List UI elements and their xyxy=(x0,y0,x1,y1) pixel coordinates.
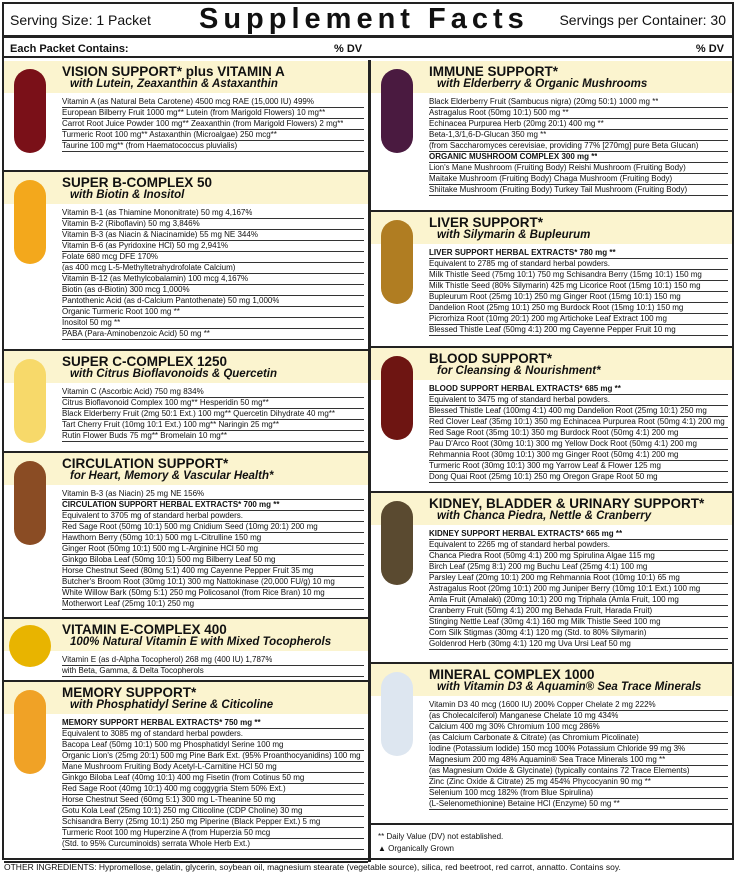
table-row: Vitamin E (as d-Alpha Tocopherol) 268 mg (400 IU) 1,787% xyxy=(62,655,273,664)
kidney-title: KIDNEY, BLADDER & URINARY SUPPORT* xyxy=(429,496,705,511)
row-divider xyxy=(62,609,364,610)
row-divider xyxy=(62,441,364,442)
blood-title: BLOOD SUPPORT* xyxy=(429,351,553,366)
immune-title: IMMUNE SUPPORT* xyxy=(429,64,559,79)
table-row: CIRCULATION SUPPORT HERBAL EXTRACTS* 700 mg ** xyxy=(62,500,280,509)
table-row: Equivalent to 3705 mg of standard herbal powders. xyxy=(62,511,244,520)
table-row: Turmeric Root (30mg 10:1) 300 mg Yarrow Leaf & Flower 125 mg xyxy=(429,461,661,470)
blood-section xyxy=(371,348,732,492)
section-divider xyxy=(371,823,732,825)
table-row: PABA (Para-Aminobenzoic Acid) 50 mg ** xyxy=(62,329,210,338)
table-row: Bupleurum Root (25mg 10:1) 250 mg Ginger Root (15mg 10:1) 150 mg xyxy=(429,292,681,301)
table-row: Black Elderberry Fruit (Sambucus nigra) (20mg 50:1) 1000 mg ** xyxy=(429,97,659,106)
table-row: Inositol 50 mg ** xyxy=(62,318,121,327)
table-row: Taurine 100 mg** (from Haematococcus pluvialis) xyxy=(62,141,238,150)
table-row: Red Sage Root (50mg 10:1) 500 mg Cnidium Seed (10mg 20:1) 200 mg xyxy=(62,522,318,531)
table-row: Equivalent to 3475 mg of standard herbal powders. xyxy=(429,395,611,404)
other-ingredients: OTHER INGREDIENTS: Hypromellose, gelatin, glycerin, soybean oil, magnesium stearate (vegetable source), silica, red beetroot, red carrot, annatto. Contains soy. xyxy=(4,862,621,872)
kidney-section xyxy=(371,493,732,663)
table-row: (as Magnesium Oxide & Glycinate) (typically contains 72 Trace Elements) xyxy=(429,766,690,775)
table-row: Citrus Bioflavonoid Complex 100 mg** Hesperidin 50 mg** xyxy=(62,398,269,407)
table-row: Maitake Mushroom (Fruiting Body) Chaga Mushroom (Fruiting Body) xyxy=(429,174,673,183)
vision-capsule-icon xyxy=(14,69,46,153)
ecomplex-subtitle: 100% Natural Vitamin E with Mixed Tocopherols xyxy=(70,636,332,648)
bcomplex-title: SUPER B-COMPLEX 50 xyxy=(62,175,213,190)
table-row: Echinacea Purpurea Herb (20mg 20:1) 400 mg ** xyxy=(429,119,604,128)
mineral-capsule-icon xyxy=(381,672,413,756)
table-row: Astragalus Root (20mg 10:1) 200 mg Juniper Berry (10mg 10:1 Ext.) 100 mg xyxy=(429,584,701,593)
vision-subtitle: with Lutein, Zeaxanthin & Astaxanthin xyxy=(70,78,278,90)
footnotes xyxy=(378,831,503,855)
table-row: Butcher's Broom Root (30mg 10:1) 300 mg Nattokinase (20,000 FU/g) 10 mg xyxy=(62,577,335,586)
table-row: (as Calcium Carbonate & Citrate) (as Chromium Picolinate) xyxy=(429,733,639,742)
table-row: Gotu Kola Leaf (25mg 10:1) 250 mg Citicoline (CDP Choline) 30 mg xyxy=(62,806,303,815)
table-row: Turmeric Root 100 mg Huperzine A (from Huperzia 50 mcg xyxy=(62,828,271,837)
kidney-subtitle: with Chanca Piedra, Nettle & Cranberry xyxy=(437,510,652,522)
blood-capsule-icon xyxy=(381,356,413,440)
ecomplex-title: VITAMIN E-COMPLEX 400 xyxy=(62,622,227,637)
table-row: Rutin Flower Buds 75 mg** Bromelain 10 mg** xyxy=(62,431,227,440)
liver-section xyxy=(371,212,732,347)
memory-section xyxy=(4,682,368,862)
bcomplex-capsule-icon xyxy=(14,180,46,264)
liver-subtitle: with Silymarin & Bupleurum xyxy=(437,229,591,241)
table-row: Vitamin B-12 (as Methylcobalamin) 100 mcg 4,167% xyxy=(62,274,249,283)
table-row: Blessed Thistle Leaf (50mg 4:1) 200 mg Cayenne Pepper Fruit 10 mg xyxy=(429,325,676,334)
table-row: Milk Thistle Seed (75mg 10:1) 750 mg Schisandra Berry (15mg 10:1) 150 mg xyxy=(429,270,702,279)
memory-capsule-icon xyxy=(14,690,46,774)
organic-footnote: ▲ Organically Grown xyxy=(378,844,454,853)
row-divider xyxy=(429,809,728,810)
table-row: (L-Selenomethionine) Betaine HCl (Enzyme) 50 mg ** xyxy=(429,799,620,808)
table-row: Horse Chestnut Seed (80mg 5:1) 400 mg Cayenne Pepper Fruit 35 mg xyxy=(62,566,314,575)
table-row: European Bilberry Fruit 1000 mg** Lutein (from Marigold Flowers) 10 mg** xyxy=(62,108,326,117)
table-row: Red Clover Leaf (35mg 10:1) 350 mg Echinacea Purpurea Root (50mg 4:1) 200 mg xyxy=(429,417,725,426)
table-row: Horse Chestnut Seed (60mg 5:1) 300 mg L-Theanine 50 mg xyxy=(62,795,276,804)
table-row: Red Sage Root (40mg 10:1) 400 mg coggygria Stem 50% Ext.) xyxy=(62,784,286,793)
table-row: MEMORY SUPPORT HERBAL EXTRACTS* 750 mg ** xyxy=(62,718,261,727)
table-row: Rehmannia Root (30mg 10:1) 300 mg Ginger Root (50mg 4:1) 200 mg xyxy=(429,450,679,459)
table-row: Goldenrod Herb (30mg 4:1) 120 mg Uva Ursi Leaf 50 mg xyxy=(429,639,631,648)
table-row: ORGANIC MUSHROOM COMPLEX 300 mg ** xyxy=(429,152,598,161)
table-row: Equivalent to 2265 mg of standard herbal powders. xyxy=(429,540,611,549)
mineral-subtitle: with Vitamin D3 & Aquamin® Sea Trace Minerals xyxy=(437,681,702,693)
table-row: (Std. to 95% Curcuminoids) serrata Whole Herb Ext.) xyxy=(62,839,251,848)
table-row: Ginkgo Biloba Leaf (50mg 10:1) 500 mg Bilberry Leaf 50 mg xyxy=(62,555,276,564)
kidney-capsule-icon xyxy=(381,501,413,585)
circulation-capsule-icon xyxy=(14,461,46,545)
dv-footnote: ** Daily Value (DV) not established. xyxy=(378,832,504,841)
table-row: Dong Quai Root (25mg 10:1) 250 mg Oregon Grape Root 50 mg xyxy=(429,472,658,481)
circulation-section xyxy=(4,453,368,618)
table-row: Blessed Thistle Leaf (100mg 4:1) 400 mg Dandelion Root (25mg 10:1) 250 mg xyxy=(429,406,707,415)
circulation-title: CIRCULATION SUPPORT* xyxy=(62,456,229,471)
row-divider xyxy=(429,195,728,196)
table-row: Zinc (Zinc Oxide & Citrate) 25 mg 454% Phycocyanin 90 mg ** xyxy=(429,777,651,786)
table-row: Ginger Root (50mg 10:1) 500 mg L-Arginine HCl 50 mg xyxy=(62,544,259,553)
table-row: BLOOD SUPPORT HERBAL EXTRACTS* 685 mg ** xyxy=(429,384,621,393)
subheader xyxy=(4,40,732,58)
table-row: Picrorhiza Root (10mg 20:1) 200 mg Artichoke Leaf Extract 100 mg xyxy=(429,314,667,323)
servings-per-container: Servings per Container: 30 xyxy=(559,12,726,28)
row-divider xyxy=(62,151,364,152)
table-row: Stinging Nettle Leaf (30mg 4:1) 160 mg Milk Thistle Seed 100 mg xyxy=(429,617,661,626)
table-row: Equivalent to 2785 mg of standard herbal powders. xyxy=(429,259,611,268)
mineral-section xyxy=(371,664,732,824)
table-row: Turmeric Root 100 mg** Astaxanthin (Microalgae) 250 mcg** xyxy=(62,130,277,139)
table-row: Vitamin B-1 (as Thiamine Mononitrate) 50 mg 4,167% xyxy=(62,208,253,217)
e-complex-section xyxy=(4,619,368,681)
memory-subtitle: with Phosphatidyl Serine & Citicoline xyxy=(70,699,274,711)
serving-size: Serving Size: 1 Packet xyxy=(10,12,151,28)
table-row: KIDNEY SUPPORT HERBAL EXTRACTS* 665 mg ** xyxy=(429,529,623,538)
row-divider xyxy=(62,676,364,677)
table-row: Schisandra Berry (25mg 10:1) 250 mg Piperine (Black Pepper Ext.) 5 mg xyxy=(62,817,321,826)
table-row: Birch Leaf (25mg 8:1) 200 mg Buchu Leaf (25mg 4:1) 100 mg xyxy=(429,562,648,571)
table-row: Vitamin D3 40 mcg (1600 IU) 200% Copper Chelate 2 mg 222% xyxy=(429,700,656,709)
table-row: Vitamin B-3 (as Niacin & Niacinamide) 55 mg NE 344% xyxy=(62,230,258,239)
each-packet-label: Each Packet Contains: xyxy=(10,43,129,55)
table-row: Calcium 400 mg 30% Chromium 100 mcg 286% xyxy=(429,722,600,731)
table-row: Astragalus Root (50mg 10:1) 500 mg ** xyxy=(429,108,569,117)
table-row: Ginkgo Biloba Leaf (40mg 10:1) 400 mg Fisetin (from Cotinus 50 mg xyxy=(62,773,305,782)
ccomplex-subtitle: with Citrus Bioflavonoids & Quercetin xyxy=(70,368,278,380)
table-row: Organic Lion's (25mg 20:1) 500 mg Pine Bark Ext. (95% Proanthocyanidins) 100 mg xyxy=(62,751,361,760)
immune-subtitle: with Elderberry & Organic Mushrooms xyxy=(437,78,648,90)
table-row: Motherwort Leaf (25mg 10:1) 250 mg xyxy=(62,599,195,608)
table-row: (as 400 mcg L-5-Methyltetrahydrofolate Calcium) xyxy=(62,263,236,272)
table-row: Pantothenic Acid (as d-Calcium Pantothenate) 50 mg 1,000% xyxy=(62,296,280,305)
row-divider xyxy=(429,649,728,650)
table-row: Amla Fruit (Amalaki) (20mg 10:1) 200 mg Triphala (Amla Fruit, 100 mg xyxy=(429,595,679,604)
table-row: Organic Turmeric Root 100 mg ** xyxy=(62,307,180,316)
table-row: Tart Cherry Fruit (10mg 10:1 Ext.) 100 mg** Naringin 25 mg** xyxy=(62,420,279,429)
memory-title: MEMORY SUPPORT* xyxy=(62,685,197,700)
table-row: Chanca Piedra Root (50mg 4:1) 200 mg Spirulina Algae 115 mg xyxy=(429,551,655,560)
table-row: Folate 680 mcg DFE 170% xyxy=(62,252,159,261)
table-row: Vitamin B-3 (as Niacin) 25 mg NE 156% xyxy=(62,489,205,498)
table-row: Milk Thistle Seed (80% Silymarin) 425 mg Licorice Root (15mg 10:1) 150 mg xyxy=(429,281,701,290)
table-row: Cranberry Fruit (50mg 4:1) 200 mg Behada Fruit, Harada Fruit) xyxy=(429,606,653,615)
table-row: LIVER SUPPORT HERBAL EXTRACTS* 780 mg ** xyxy=(429,248,616,257)
header xyxy=(4,4,732,38)
table-row: Vitamin A (as Natural Beta Carotene) 4500 mcg RAE (15,000 IU) 499% xyxy=(62,97,314,106)
ccomplex-capsule-icon xyxy=(14,359,46,443)
row-divider xyxy=(62,849,364,850)
table-row: Bacopa Leaf (50mg 10:1) 500 mg Phosphatidyl Serine 100 mg xyxy=(62,740,284,749)
immune-capsule-icon xyxy=(381,69,413,153)
vision-title: VISION SUPPORT* plus VITAMIN A xyxy=(62,64,285,79)
table-row: Parsley Leaf (20mg 10:1) 200 mg Rehmannia Root (10mg 10:1) 65 mg xyxy=(429,573,680,582)
table-row: Vitamin B-6 (as Pyridoxine HCl) 50 mg 2,941% xyxy=(62,241,229,250)
c-complex-section xyxy=(4,351,368,452)
table-row: (as Cholecalciferol) Manganese Chelate 10 mg 434% xyxy=(429,711,619,720)
page-title: Supplement Facts xyxy=(199,3,529,35)
table-row: Selenium 100 mcg 182% (from Blue Spirulina) xyxy=(429,788,594,797)
table-row: Lion's Mane Mushroom (Fruiting Body) Reishi Mushroom (Fruiting Body) xyxy=(429,163,686,172)
immune-section xyxy=(371,61,732,211)
row-divider xyxy=(429,335,728,336)
table-row: with Beta, Gamma, & Delta Tocopherols xyxy=(62,666,204,675)
row-divider xyxy=(62,339,364,340)
table-row: (from Saccharomyces cerevisiae, providing 77% [270mg] pure Beta Glucan) xyxy=(429,141,699,150)
table-row: Magnesium 200 mg 48% Aquamin® Sea Trace Minerals 100 mg ** xyxy=(429,755,666,764)
table-row: White Willow Bark (50mg 5:1) 250 mg Policosanol (from Rice Bran) 10 mg xyxy=(62,588,325,597)
row-divider xyxy=(429,482,728,483)
table-row: Pau D'Arco Root (30mg 10:1) 300 mg Yellow Dock Root (50mg 4:1) 200 mg xyxy=(429,439,697,448)
ccomplex-title: SUPER C-COMPLEX 1250 xyxy=(62,354,228,369)
b-complex-section xyxy=(4,172,368,350)
table-row: Hawthorn Berry (50mg 10:1) 500 mg L-Citrulline 150 mg xyxy=(62,533,262,542)
table-row: Biotin (as d-Biotin) 300 mcg 1,000% xyxy=(62,285,190,294)
dv-label-left: % DV xyxy=(334,43,363,55)
vision-section xyxy=(4,61,368,171)
table-row: Equivalent to 3085 mg of standard herbal powders. xyxy=(62,729,244,738)
table-row: Iodine (Potassium Iodide) 150 mcg 100% Potassium Chloride 99 mg 3% xyxy=(429,744,686,753)
table-row: Carrot Root Juice Powder 100 mg** Zeaxanthin (from Marigold Flowers) 2 mg** xyxy=(62,119,344,128)
circulation-subtitle: for Heart, Memory & Vascular Health* xyxy=(70,470,274,482)
bcomplex-subtitle: with Biotin & Inositol xyxy=(70,189,185,201)
mineral-title: MINERAL COMPLEX 1000 xyxy=(429,667,595,682)
table-row: Shiitake Mushroom (Fruiting Body) Turkey Tail Mushroom (Fruiting Body) xyxy=(429,185,688,194)
liver-title: LIVER SUPPORT* xyxy=(429,215,544,230)
dv-label-right: % DV xyxy=(695,43,724,55)
supplement-facts-panel xyxy=(2,2,734,860)
liver-capsule-icon xyxy=(381,220,413,304)
table-row: Dandelion Root (25mg 10:1) 250 mg Burdock Root (15mg 10:1) 150 mg xyxy=(429,303,684,312)
ecomplex-capsule-icon xyxy=(9,625,51,667)
table-row: Mane Mushroom Fruiting Body Acetyl-L-Carnitine HCl 50 mg xyxy=(62,762,277,771)
table-row: Red Sage Root (35mg 10:1) 350 mg Burdock Root (50mg 4:1) 200 mg xyxy=(429,428,679,437)
table-row: Black Elderberry Fruit (2mg 50:1 Ext.) 100 mg** Quercetin Dihydrate 40 mg** xyxy=(62,409,336,418)
blood-subtitle: for Cleansing & Nourishment* xyxy=(437,365,601,377)
table-row: Corn Silk Stigmas (30mg 4:1) 120 mg (Std. to 80% Silymarin) xyxy=(429,628,647,637)
table-row: Beta-1,3/1,6-D-Glucan 350 mg ** xyxy=(429,130,547,139)
table-row: Vitamin C (Ascorbic Acid) 750 mg 834% xyxy=(62,387,204,396)
table-row: Vitamin B-2 (Riboflavin) 50 mg 3,846% xyxy=(62,219,200,228)
